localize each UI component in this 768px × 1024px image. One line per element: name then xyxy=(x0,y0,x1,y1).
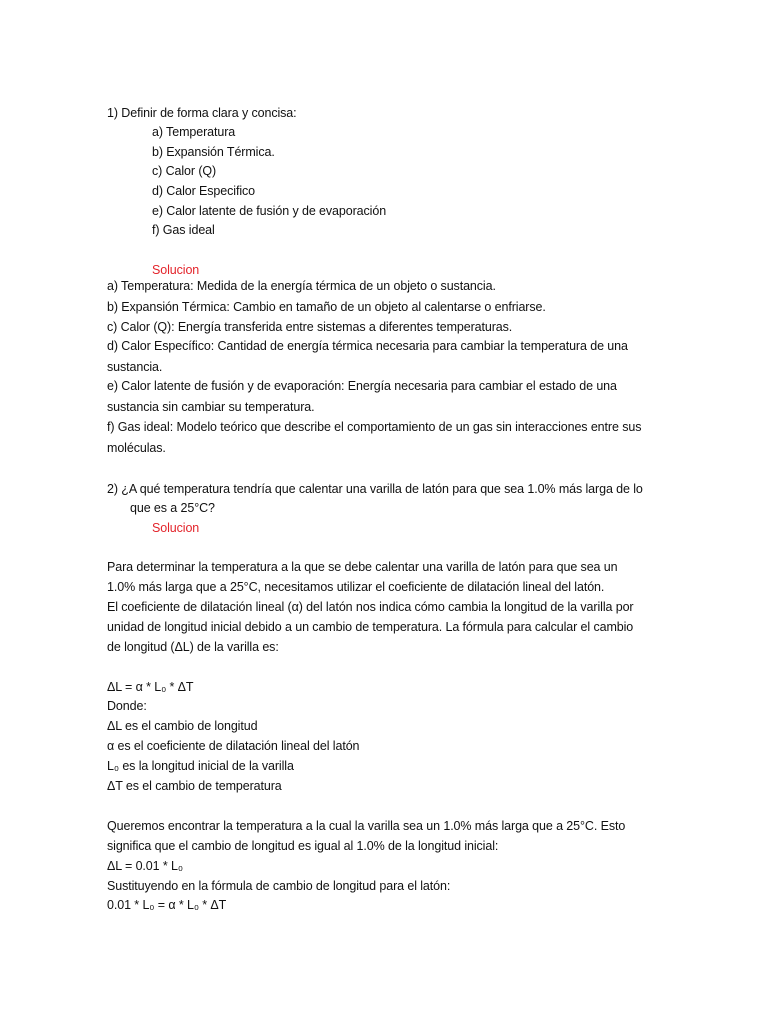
formula-delta-l: ΔL = α * L₀ * ΔT xyxy=(107,680,194,694)
q1-item-f: f) Gas ideal xyxy=(152,223,215,237)
q1-answer-f: f) Gas ideal: Modelo teórico que describe el comportamiento de un gas sin interacciones entre sus xyxy=(107,420,642,434)
q2-prompt-line1: 2) ¿A qué temperatura tendría que calentar una varilla de latón para que sea 1.0% más larga de lo xyxy=(107,482,643,496)
q1-answer-c: c) Calor (Q): Energía transferida entre sistemas a diferentes temperaturas. xyxy=(107,320,513,334)
q2-paragraph2-line3: ΔL = 0.01 * L₀ xyxy=(107,859,183,873)
formula-def-delta-l: ΔL es el cambio de longitud xyxy=(107,719,258,733)
q2-paragraph1-line5: de longitud (ΔL) de la varilla es: xyxy=(107,640,279,654)
q2-paragraph1-line1: Para determinar la temperatura a la que se debe calentar una varilla de latón para que sea un xyxy=(107,560,618,574)
q2-paragraph1-line3: El coeficiente de dilatación lineal (α) del latón nos indica cómo cambia la longitud de la varilla por xyxy=(107,600,634,614)
q1-item-b: b) Expansión Térmica. xyxy=(152,145,275,159)
q1-prompt: 1) Definir de forma clara y concisa: xyxy=(107,106,297,120)
q1-solution-label: Solucion xyxy=(152,263,200,277)
formula-donde: Donde: xyxy=(107,699,147,713)
q2-paragraph2-line5: 0.01 * L₀ = α * L₀ * ΔT xyxy=(107,898,227,912)
q1-answer-b: b) Expansión Térmica: Cambio en tamaño de un objeto al calentarse o enfriarse. xyxy=(107,300,546,314)
q1-item-d: d) Calor Especifico xyxy=(152,184,256,198)
q1-answer-f-cont: moléculas. xyxy=(107,441,166,455)
q1-answer-d-cont: sustancia. xyxy=(107,360,163,374)
formula-def-l0: L₀ es la longitud inicial de la varilla xyxy=(107,759,294,773)
q1-answer-d: d) Calor Específico: Cantidad de energía térmica necesaria para cambiar la temperatura de una xyxy=(107,339,628,353)
q2-solution-label: Solucion xyxy=(152,521,200,535)
q1-answer-e-cont: sustancia sin cambiar su temperatura. xyxy=(107,400,315,414)
q2-paragraph2-line1: Queremos encontrar la temperatura a la cual la varilla sea un 1.0% más larga que a 25°C. Esto xyxy=(107,819,626,833)
q2-paragraph2-line2: significa que el cambio de longitud es igual al 1.0% de la longitud inicial: xyxy=(107,839,499,853)
formula-def-delta-t: ΔT es el cambio de temperatura xyxy=(107,779,282,793)
q1-item-c: c) Calor (Q) xyxy=(152,164,217,178)
formula-def-alpha: α es el coeficiente de dilatación lineal del latón xyxy=(107,739,360,753)
q2-prompt-line2: que es a 25°C? xyxy=(130,501,215,515)
q1-answer-e: e) Calor latente de fusión y de evaporación: Energía necesaria para cambiar el estado de una xyxy=(107,379,617,393)
q2-paragraph1-line4: unidad de longitud inicial debido a un cambio de temperatura. La fórmula para calcular el cambio xyxy=(107,620,634,634)
q1-item-e: e) Calor latente de fusión y de evaporación xyxy=(152,204,387,218)
q2-paragraph1-line2: 1.0% más larga que a 25°C, necesitamos utilizar el coeficiente de dilatación lineal del latón. xyxy=(107,580,605,594)
q1-item-a: a) Temperatura xyxy=(152,125,236,139)
q1-answer-a: a) Temperatura: Medida de la energía térmica de un objeto o sustancia. xyxy=(107,279,496,293)
q2-paragraph2-line4: Sustituyendo en la fórmula de cambio de longitud para el latón: xyxy=(107,879,451,893)
